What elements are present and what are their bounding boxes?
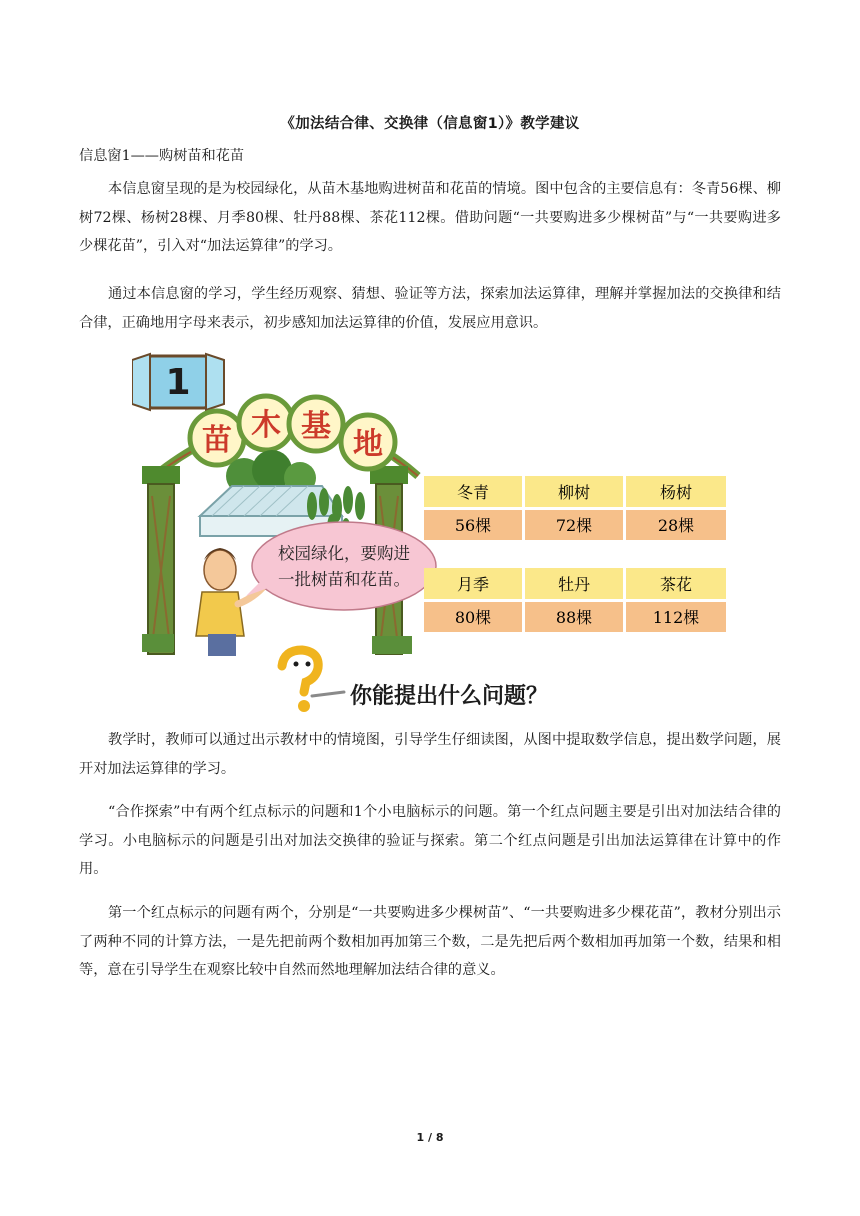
situation-illustration [132,346,728,718]
tree-value-1: 56棵 [454,516,492,535]
tree-header-3: 杨树 [659,483,693,502]
paragraph-1: 本信息窗呈现的是为校园绿化，从苗木基地购进树苗和花苗的情境。图中包含的主要信息有：冬青56棵、柳树72棵、杨树28棵、月季80棵、牡丹88棵、茶花112棵。借助问题“一共要购进多少棵树苗”与“一共要购进多少棵花苗”，引入对“加法运算律”的学习。 [79,181,781,254]
question-prompt: 你能提出什么问题？ [350,683,549,709]
sign-nursery [190,396,395,469]
paragraph-3: 教学时，教师可以通过出示教材中的情境图，引导学生仔细读图，从图中提取数学信息，提出数学问题，展开对加法运算律的学习。 [79,732,781,777]
sign-char-1: 苗 [202,423,232,458]
flower-header-1: 月季 [456,575,490,594]
window-number-sign [132,354,224,410]
document-title: 《加法结合律、交换律（信息窗1）》教学建议 [280,116,580,132]
sign-char-2: 木 [251,408,281,443]
flower-header-2: 牡丹 [557,575,591,594]
speech-line-2: 一批树苗和花苗。 [278,570,410,589]
flowers-table [424,568,726,632]
tree-header-1: 冬青 [456,483,490,502]
speech-line-1: 校园绿化，要购进 [278,544,410,563]
paragraph-4: “合作探索”中有两个红点标示的问题和1个小电脑标示的问题。第一个红点问题主要是引出对加法结合律的学习。小电脑标示的问题是引出对加法交换律的验证与探索。第二个红点问题是引出加法运算律在计算中的作用。 [79,804,781,877]
tree-header-2: 柳树 [557,483,591,502]
flower-value-1: 80棵 [454,608,492,627]
window-number: 1 [165,362,191,403]
trees-table [424,476,726,540]
page-number: 1 / 8 [416,1131,444,1144]
paragraph-2: 通过本信息窗的学习，学生经历观察、猜想、验证等方法，探索加法运算律，理解并掌握加法的交换律和结合律，正确地用字母来表示，初步感知加法运算律的价值，发展应用意识。 [79,286,781,331]
sign-char-3: 基 [301,409,331,444]
tree-value-2: 72棵 [555,516,593,535]
flower-value-2: 88棵 [555,608,593,627]
flower-header-3: 茶花 [659,575,693,594]
question-mark-icon [282,650,344,712]
flower-value-3: 112棵 [652,608,700,627]
subtitle: 信息窗1——购树苗和花苗 [79,148,245,164]
sign-char-4: 地 [353,427,383,462]
tree-value-3: 28棵 [657,516,695,535]
paragraph-5: 第一个红点标示的问题有两个，分别是“一共要购进多少棵树苗”、“一共要购进多少棵花苗”，教材分别出示了两种不同的计算方法，一是先把前两个数相加再加第三个数，二是先把后两个数相加再加第一个数，结果和相等，意在引导学生在观察比较中自然而然地理解加法结合律的意义。 [79,905,781,978]
